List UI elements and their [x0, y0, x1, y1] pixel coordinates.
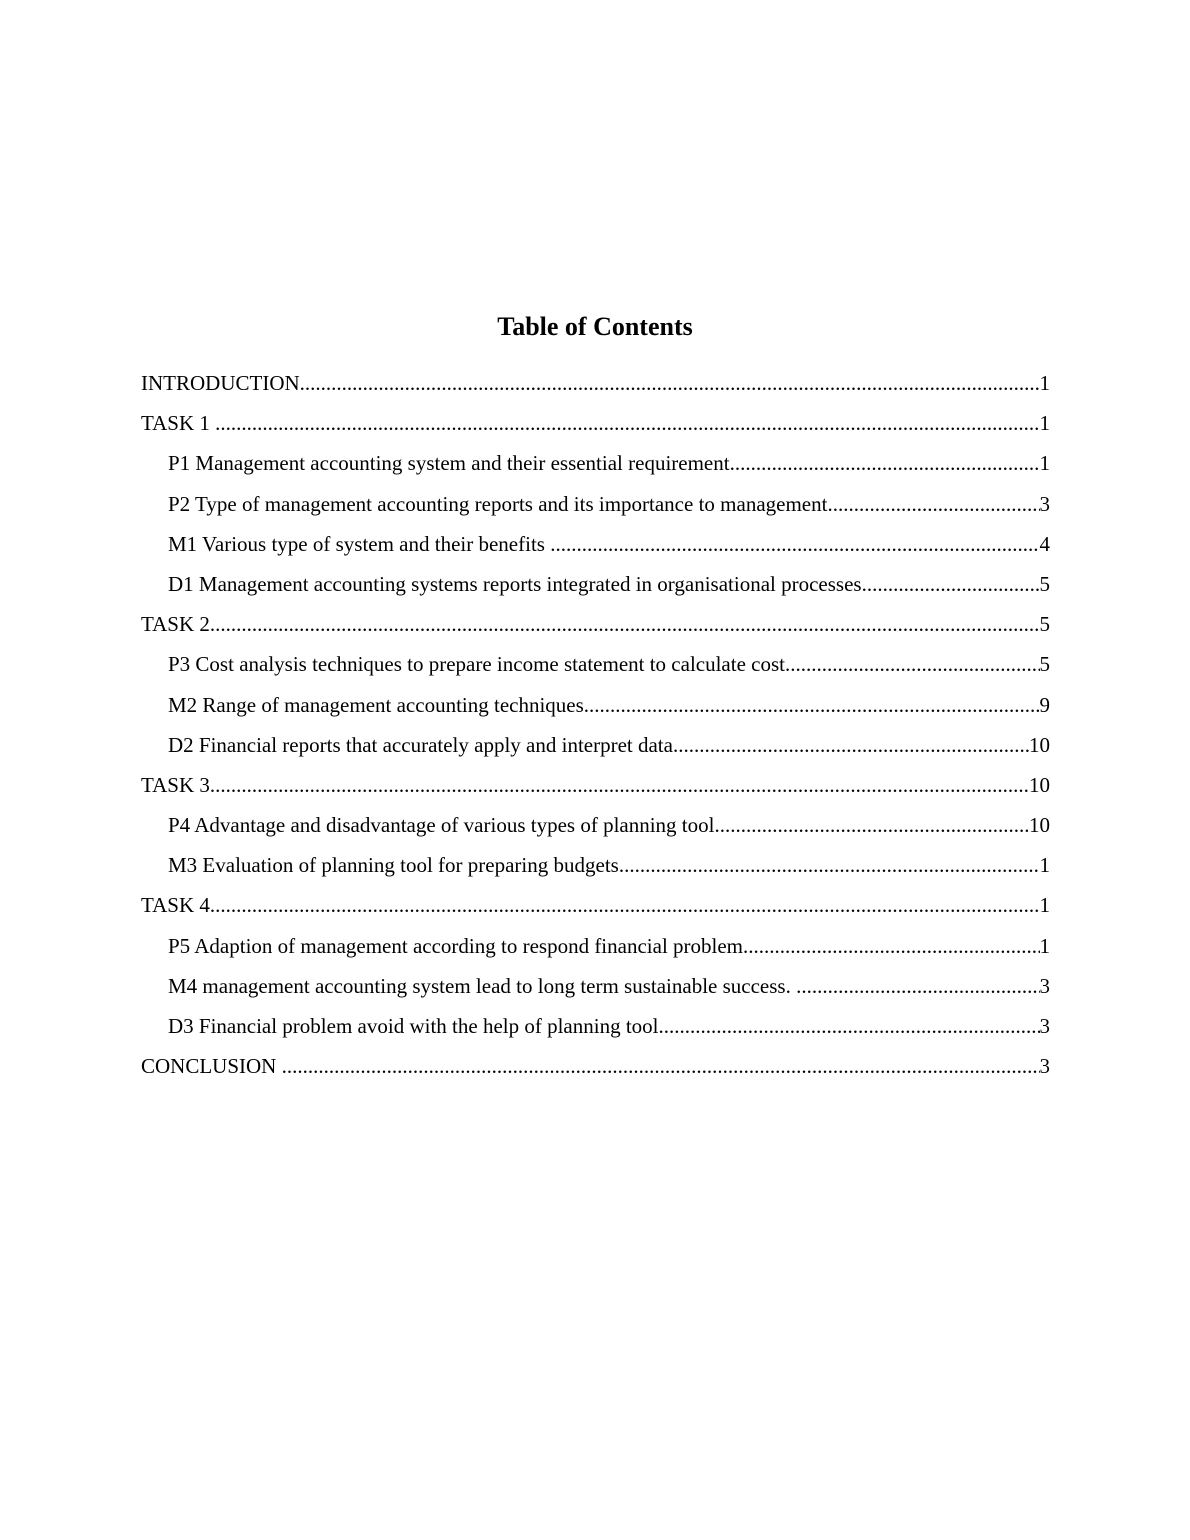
- toc-entry-p5[interactable]: [141, 931, 1050, 971]
- toc-entry-task-3[interactable]: [141, 770, 1050, 810]
- toc-entry-p2[interactable]: [141, 489, 1050, 529]
- toc-entry-m4[interactable]: [141, 971, 1050, 1011]
- toc-page-number: 1: [1039, 893, 1050, 918]
- toc-entry-label: M2 Range of management accounting techniques: [168, 692, 584, 717]
- toc-entry-label: P5 Adaption of management according to respond financial problem: [168, 933, 744, 958]
- toc-page-number: 3: [1039, 973, 1050, 998]
- toc-entry-task-1[interactable]: [141, 408, 1050, 448]
- toc-page-number: 3: [1039, 491, 1050, 516]
- toc-page-number: 10: [1029, 813, 1050, 838]
- toc-entry-task-4[interactable]: [141, 890, 1050, 930]
- toc-entry-p3[interactable]: [141, 649, 1050, 689]
- toc-dot-leader: [282, 1051, 1040, 1081]
- table-of-contents: [141, 368, 1050, 1091]
- toc-dot-leader: [796, 971, 1039, 1001]
- toc-entry-label: M4 management accounting system lead to long term sustainable success.: [168, 973, 797, 998]
- toc-dot-leader: [550, 529, 1039, 559]
- toc-entry-label: P1 Management accounting system and their essential requirement: [168, 451, 730, 476]
- toc-entry-label: P2 Type of management accounting reports and its importance to management: [168, 491, 828, 516]
- toc-entry-label: M3 Evaluation of planning tool for preparing budgets: [168, 853, 619, 878]
- toc-page-number: 5: [1039, 652, 1050, 677]
- toc-dot-leader: [730, 448, 1040, 478]
- toc-page-number: 3: [1039, 1014, 1050, 1038]
- toc-entry-d2[interactable]: [141, 730, 1050, 770]
- toc-page-number: 1: [1039, 371, 1050, 395]
- toc-dot-leader: [584, 690, 1040, 720]
- toc-dot-leader: [210, 770, 1029, 800]
- toc-page-number: 1: [1039, 933, 1050, 958]
- toc-entry-p4[interactable]: [141, 810, 1050, 850]
- toc-page-number: 10: [1029, 772, 1050, 797]
- toc-entry-label: TASK 3: [141, 772, 210, 797]
- toc-page-number: 1: [1039, 451, 1050, 476]
- toc-entry-p1[interactable]: [141, 448, 1050, 488]
- toc-dot-leader: [210, 609, 1040, 639]
- toc-entry-label: INTRODUCTION: [141, 371, 300, 395]
- toc-dot-leader: [827, 489, 1039, 519]
- toc-dot-leader: [714, 810, 1029, 840]
- toc-entry-label: D3 Financial problem avoid with the help of planning tool: [168, 1014, 659, 1038]
- toc-dot-leader: [619, 850, 1040, 880]
- toc-entry-d1[interactable]: [141, 569, 1050, 609]
- toc-dot-leader: [673, 730, 1029, 760]
- toc-dot-leader: [785, 649, 1040, 679]
- toc-page-number: 3: [1039, 1054, 1050, 1079]
- toc-dot-leader: [215, 408, 1039, 438]
- toc-entry-label: P4 Advantage and disadvantage of various types of planning tool: [168, 813, 715, 838]
- toc-page-number: 5: [1039, 571, 1050, 596]
- toc-entry-label: M1 Various type of system and their benefits: [168, 531, 551, 556]
- toc-page-number: 5: [1039, 612, 1050, 637]
- toc-entry-task-2[interactable]: [141, 609, 1050, 649]
- toc-dot-leader: [743, 931, 1039, 961]
- toc-entry-introduction[interactable]: [141, 368, 1050, 408]
- toc-page-number: 1: [1039, 411, 1050, 436]
- toc-entry-label: D1 Management accounting systems reports integrated in organisational processes: [168, 571, 862, 596]
- toc-entry-label: CONCLUSION: [141, 1054, 282, 1079]
- toc-entry-conclusion[interactable]: [141, 1051, 1050, 1091]
- toc-entry-label: TASK 1: [141, 411, 216, 436]
- toc-entry-m2[interactable]: [141, 690, 1050, 730]
- toc-entry-label: TASK 4: [141, 893, 210, 918]
- toc-entry-label: P3 Cost analysis techniques to prepare income statement to calculate cost: [168, 652, 785, 677]
- toc-dot-leader: [862, 569, 1040, 599]
- toc-title: Table of Contents: [497, 312, 693, 341]
- toc-page-number: 10: [1029, 732, 1050, 757]
- toc-entry-label: TASK 2: [141, 612, 210, 637]
- toc-entry-d3[interactable]: [141, 1011, 1050, 1051]
- toc-page-number: 9: [1039, 692, 1050, 717]
- toc-entry-label: D2 Financial reports that accurately apply and interpret data: [168, 732, 673, 757]
- toc-page-number: 1: [1039, 853, 1050, 878]
- toc-dot-leader: [659, 1011, 1040, 1041]
- toc-entry-m3[interactable]: [141, 850, 1050, 890]
- toc-entry-m1[interactable]: [141, 529, 1050, 569]
- toc-dot-leader: [210, 890, 1040, 920]
- toc-page-number: 4: [1039, 531, 1050, 556]
- toc-dot-leader: [300, 368, 1040, 398]
